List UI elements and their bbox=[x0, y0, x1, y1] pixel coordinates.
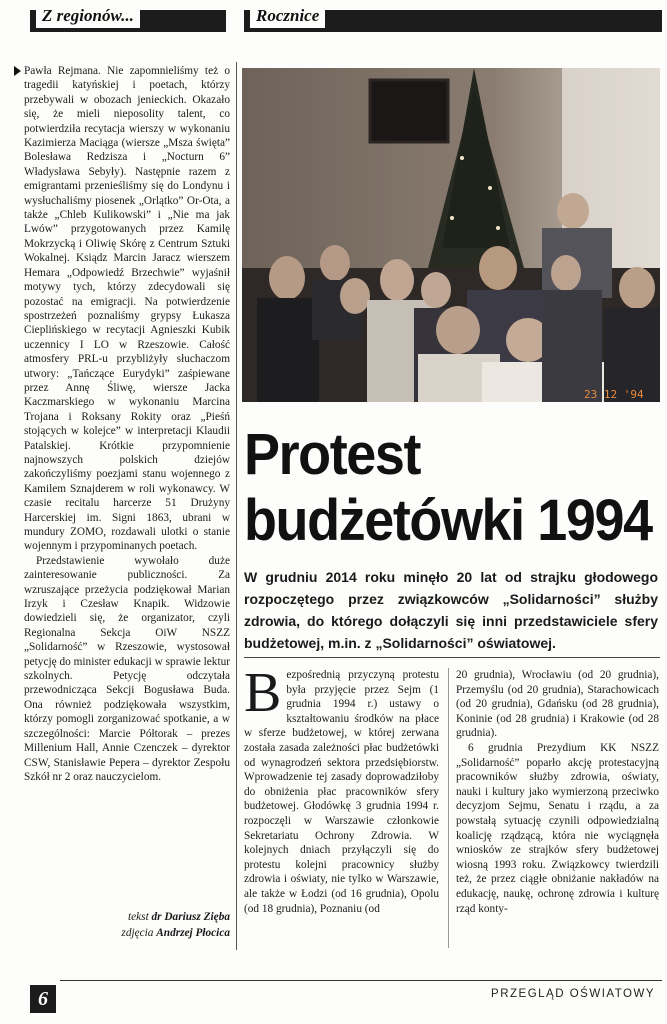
section-label-right: Rocznice bbox=[250, 4, 325, 28]
photo-date-stamp: 23 12 '94 bbox=[584, 388, 644, 401]
page-number: 6 bbox=[30, 985, 56, 1013]
credit-photo-author: Andrzej Płocica bbox=[156, 927, 230, 939]
lead-divider bbox=[244, 657, 660, 658]
left-column-text bbox=[24, 64, 230, 784]
body-column-divider bbox=[448, 668, 449, 948]
article-paragraph-text: ezpośrednią przyczyną protestu była przyjęcie przez Sejm (1 grudnia 1994 r.) ustawy o kształtowaniu środków na płace w sferze budżetowej, w której zerwana została zasada zależności płac budżetówki od wynagrodzeń sektora przedsiębiorstw. Wprowadzenie tej zasady doprowadziłoby do obniżenia płac pracowników sfery budżetowej. Głodówkę 3 grudnia 1994 r. rozpoczęli w Warszawie członkowie Sekretariatu Ochrony Zdrowia. W kolejnych dniach przyłączyli się do protestu kolejni pracownicy służby zdrowia i oświaty, nie tylko w Warszawie, ale także w Łodzi (od 16 grudnia), Opolu (od 18 grudnia), Poznaniu (od bbox=[244, 669, 439, 915]
credit-text-label: tekst bbox=[128, 911, 149, 923]
article-paragraph bbox=[244, 662, 439, 916]
article-column-1 bbox=[244, 662, 439, 916]
credit-photo bbox=[60, 926, 230, 941]
group-photo bbox=[242, 68, 660, 402]
magazine-name: PRZEGLĄD OŚWIATOWY bbox=[491, 988, 655, 1000]
credit-text bbox=[60, 910, 230, 925]
left-paragraph: Przedstawienie wywołało duże zainteresowanie publiczności. Za wzruszające przeżycia podziękował Marian Irzyk i Czesław Knapik. Widzowie dowiedzieli się, że organizator, czyli Regionalna Sekcja OiW NSZZ „Solidarność” w Rzeszowie, wystosował petycję do minister edukacji w sprawie lektur szkolnych. Petycję odczytała przewodnicząca Sekcji Bogusława Buda. Ona również podziękowała wszystkim, którzy pomogli zorganizować spotkanie, a w szczególności: Marcie Półtorak – prezes Millenium Hall, Annie Czenczek – dyrektor CSW, Stanisławie Pepera – dyrektor Zespołu Szkół nr 2 oraz nauczycielom. bbox=[24, 554, 230, 783]
left-paragraph: Pawła Rejmana. Nie zapomnieliśmy też o tragedii katyńskiej i poetach, którzy przebywali w obozach jenieckich. Okazało się, że mieli nieposolity talent, co potwierdziła recytacja wierszy w wykonaniu Kazimierza Maciąga (wiersze „Msza święta” Bolesława Redzisza i „Nocturn 6” Władysława Sebyły). Następnie razem z emigrantami przenieśliśmy się do Londynu i wysłuchaliśmy piosenek „Orlątko” Or-Ota, a także „Chleb Kulikowski” i „Nie ma jak Lwów” przygotowanych przez Kamilę Mokrzycką i Oliwię Skórę z Centrum Sztuki Wokalnej. Ksiądz Marcin Jaracz wierszem Hemara „Odpowiedź Brzechwie” wyjaśnił motywy tych, którzy zdecydowali się pozostać na emigracji. Na potwierdzenie spostrzeżeń poznaliśmy grypsy Łukasza Cieplińskiego w recytacji Agnieszki Kubik uczennicy I LO w Rzeszowie. Całość atmosfery PRL-u przybliżyły słuchaczom utwory: „Tańczące Eurydyki” zaśpiewane przez Annę Śliwę, wiersze Jacka Kaczmarskiego w wykonaniu Marcina Trojana i Roksany Rokity oraz „Pieśń stojących w kolejce” w interpretacji Klaudii Patalskiej. Krótkie przypomnienie najnowszych polskich dziejów zakończyliśmy poezjami stanu wojennego z Kamilem Sznajderem w roli wykonawcy. W czasie recitalu harcerze 51 Drużyny Harcerskiej im. Signi 1863, ubrani w mundury ZOMO, rozdawali ulotki o stanie wojennym i przypominanych poetach. bbox=[24, 65, 230, 553]
group-photo-illustration bbox=[242, 68, 660, 402]
article-title-line2: budżetówki 1994 bbox=[244, 488, 652, 553]
article-paragraph: 20 grudnia), Wrocławiu (od 20 grudnia), Przemyślu (od 20 grudnia), Starachowicach (od 20 grudnia), Gdańsku (od 28 grudnia), Koninie (od 28 grudnia) i Krakowie (od 28 grudnia). bbox=[456, 669, 659, 740]
drop-cap: B bbox=[244, 662, 282, 724]
credit-photo-label: zdjęcia bbox=[121, 927, 154, 939]
column-divider bbox=[236, 62, 237, 950]
footer-rule bbox=[60, 980, 662, 981]
article-lead: W grudniu 2014 roku minęło 20 lat od strajku głodowego rozpoczętego przez związkowców „Solidarności” służby zdrowia, do którego dołączyli się inni przedstawiciele sfery budżetowej, m.in. z „Solidarności” oświatowej. bbox=[244, 569, 658, 651]
article-paragraph: 6 grudnia Prezydium KK NSZZ „Solidarność” poparło akcję protestacyjną pracowników służby zdrowia, oświaty, nauki i kultury jako wymierzoną przeciwko decyzjom Sejmu, Senatu i rządu, a za powstałą sytuację czynili odpowiedzialną koalicję rządzącą, która nie wyciągnęła wniosków ze strajków sfery budżetowej wiosną 1993 roku. Związkowcy twierdzili też, że przez ciągłe obniżanie nakładów na edukację, naukę, ochronę zdrowia i kulturę rząd konty- bbox=[456, 741, 659, 915]
article-title-line1: Protest bbox=[244, 422, 421, 487]
credit-text-author: dr Dariusz Zięba bbox=[151, 911, 230, 923]
section-label-left: Z regionów... bbox=[36, 4, 140, 28]
article-column-2 bbox=[456, 668, 659, 916]
continuation-arrow-icon bbox=[14, 66, 21, 76]
